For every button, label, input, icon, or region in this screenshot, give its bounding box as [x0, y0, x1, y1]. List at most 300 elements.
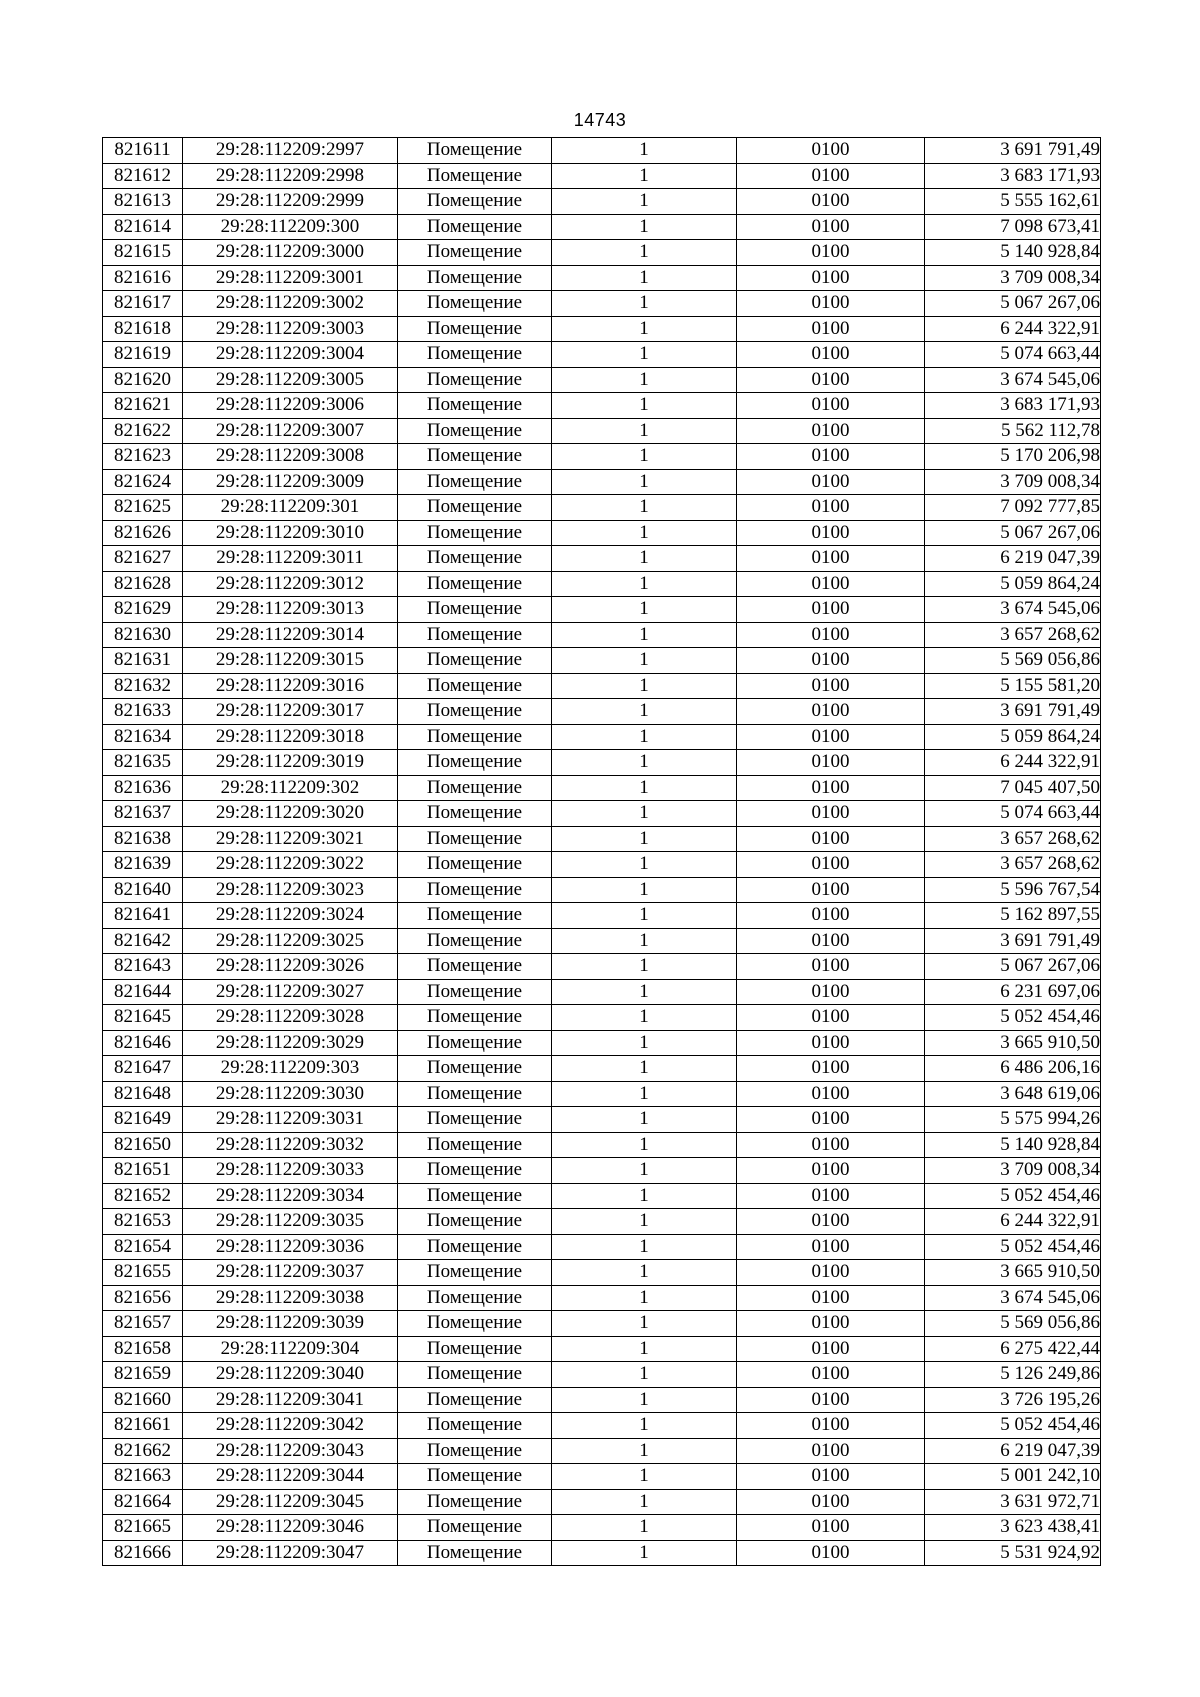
object-type-cell: Помещение — [398, 444, 552, 470]
row-number-cell: 821643 — [103, 954, 183, 980]
object-type-cell: Помещение — [398, 1056, 552, 1082]
object-type-cell: Помещение — [398, 1413, 552, 1439]
row-number-cell: 821630 — [103, 622, 183, 648]
table-row — [103, 342, 1101, 368]
quantity-cell: 1 — [552, 1005, 737, 1031]
cadastral-value-cell: 6 244 322,91 — [925, 1209, 1101, 1235]
cadastral-number-cell: 29:28:112209:3040 — [183, 1362, 398, 1388]
cadastral-number-cell: 29:28:112209:3035 — [183, 1209, 398, 1235]
row-number-cell: 821656 — [103, 1285, 183, 1311]
table-row — [103, 1183, 1101, 1209]
cadastral-value-cell: 3 674 545,06 — [925, 597, 1101, 623]
row-number-cell: 821663 — [103, 1464, 183, 1490]
code-cell: 0100 — [737, 1107, 925, 1133]
object-type-cell: Помещение — [398, 469, 552, 495]
cadastral-number-cell: 29:28:112209:3038 — [183, 1285, 398, 1311]
cadastral-number-cell: 29:28:112209:3047 — [183, 1540, 398, 1566]
row-number-cell: 821649 — [103, 1107, 183, 1133]
cadastral-number-cell: 29:28:112209:3009 — [183, 469, 398, 495]
cadastral-value-cell: 5 596 767,54 — [925, 877, 1101, 903]
cadastral-value-cell: 5 067 267,06 — [925, 954, 1101, 980]
code-cell: 0100 — [737, 1056, 925, 1082]
code-cell: 0100 — [737, 1234, 925, 1260]
code-cell: 0100 — [737, 1183, 925, 1209]
code-cell: 0100 — [737, 648, 925, 674]
object-type-cell: Помещение — [398, 1362, 552, 1388]
cadastral-number-cell: 29:28:112209:3045 — [183, 1489, 398, 1515]
row-number-cell: 821614 — [103, 214, 183, 240]
row-number-cell: 821615 — [103, 240, 183, 266]
cadastral-number-cell: 29:28:112209:3017 — [183, 699, 398, 725]
cadastral-value-cell: 5 569 056,86 — [925, 1311, 1101, 1337]
row-number-cell: 821654 — [103, 1234, 183, 1260]
table-row — [103, 1132, 1101, 1158]
object-type-cell: Помещение — [398, 1030, 552, 1056]
cadastral-value-cell: 3 674 545,06 — [925, 1285, 1101, 1311]
table-row — [103, 928, 1101, 954]
object-type-cell: Помещение — [398, 699, 552, 725]
row-number-cell: 821646 — [103, 1030, 183, 1056]
quantity-cell: 1 — [552, 1056, 737, 1082]
object-type-cell: Помещение — [398, 801, 552, 827]
object-type-cell: Помещение — [398, 1489, 552, 1515]
row-number-cell: 821635 — [103, 750, 183, 776]
object-type-cell: Помещение — [398, 1387, 552, 1413]
quantity-cell: 1 — [552, 240, 737, 266]
cadastral-value-cell: 5 074 663,44 — [925, 801, 1101, 827]
row-number-cell: 821640 — [103, 877, 183, 903]
cadastral-value-cell: 3 648 619,06 — [925, 1081, 1101, 1107]
table-row — [103, 826, 1101, 852]
cadastral-value-cell: 5 555 162,61 — [925, 189, 1101, 215]
quantity-cell: 1 — [552, 469, 737, 495]
quantity-cell: 1 — [552, 1515, 737, 1541]
cadastral-number-cell: 29:28:112209:3002 — [183, 291, 398, 317]
row-number-cell: 821633 — [103, 699, 183, 725]
object-type-cell: Помещение — [398, 1285, 552, 1311]
code-cell: 0100 — [737, 1005, 925, 1031]
table-row — [103, 495, 1101, 521]
cadastral-value-cell: 6 219 047,39 — [925, 1438, 1101, 1464]
cadastral-number-cell: 29:28:112209:3007 — [183, 418, 398, 444]
cadastral-number-cell: 29:28:112209:3000 — [183, 240, 398, 266]
quantity-cell: 1 — [552, 546, 737, 572]
cadastral-value-cell: 5 052 454,46 — [925, 1005, 1101, 1031]
row-number-cell: 821637 — [103, 801, 183, 827]
code-cell: 0100 — [737, 393, 925, 419]
row-number-cell: 821664 — [103, 1489, 183, 1515]
row-number-cell: 821650 — [103, 1132, 183, 1158]
row-number-cell: 821639 — [103, 852, 183, 878]
object-type-cell: Помещение — [398, 316, 552, 342]
quantity-cell: 1 — [552, 291, 737, 317]
quantity-cell: 1 — [552, 1132, 737, 1158]
object-type-cell: Помещение — [398, 214, 552, 240]
cadastral-value-cell: 3 657 268,62 — [925, 622, 1101, 648]
table-row — [103, 1362, 1101, 1388]
cadastral-value-cell: 7 098 673,41 — [925, 214, 1101, 240]
row-number-cell: 821653 — [103, 1209, 183, 1235]
row-number-cell: 821628 — [103, 571, 183, 597]
row-number-cell: 821627 — [103, 546, 183, 572]
code-cell: 0100 — [737, 1081, 925, 1107]
quantity-cell: 1 — [552, 1464, 737, 1490]
code-cell: 0100 — [737, 265, 925, 291]
quantity-cell: 1 — [552, 622, 737, 648]
row-number-cell: 821665 — [103, 1515, 183, 1541]
quantity-cell: 1 — [552, 1183, 737, 1209]
quantity-cell: 1 — [552, 571, 737, 597]
table-row — [103, 877, 1101, 903]
object-type-cell: Помещение — [398, 546, 552, 572]
cadastral-number-cell: 29:28:112209:301 — [183, 495, 398, 521]
code-cell: 0100 — [737, 1209, 925, 1235]
code-cell: 0100 — [737, 189, 925, 215]
row-number-cell: 821634 — [103, 724, 183, 750]
cadastral-number-cell: 29:28:112209:300 — [183, 214, 398, 240]
cadastral-value-cell: 5 575 994,26 — [925, 1107, 1101, 1133]
row-number-cell: 821659 — [103, 1362, 183, 1388]
table-row — [103, 1311, 1101, 1337]
code-cell: 0100 — [737, 418, 925, 444]
quantity-cell: 1 — [552, 826, 737, 852]
row-number-cell: 821631 — [103, 648, 183, 674]
row-number-cell: 821648 — [103, 1081, 183, 1107]
table-row — [103, 571, 1101, 597]
quantity-cell: 1 — [552, 418, 737, 444]
cadastral-number-cell: 29:28:112209:3028 — [183, 1005, 398, 1031]
code-cell: 0100 — [737, 520, 925, 546]
code-cell: 0100 — [737, 1336, 925, 1362]
row-number-cell: 821625 — [103, 495, 183, 521]
quantity-cell: 1 — [552, 163, 737, 189]
quantity-cell: 1 — [552, 1413, 737, 1439]
cadastral-value-cell: 3 683 171,93 — [925, 393, 1101, 419]
quantity-cell: 1 — [552, 1336, 737, 1362]
quantity-cell: 1 — [552, 1260, 737, 1286]
object-type-cell: Помещение — [398, 342, 552, 368]
cadastral-value-cell: 3 623 438,41 — [925, 1515, 1101, 1541]
cadastral-value-cell: 5 059 864,24 — [925, 571, 1101, 597]
row-number-cell: 821623 — [103, 444, 183, 470]
cadastral-number-cell: 29:28:112209:3022 — [183, 852, 398, 878]
cadastral-value-cell: 6 275 422,44 — [925, 1336, 1101, 1362]
cadastral-number-cell: 29:28:112209:3046 — [183, 1515, 398, 1541]
table-row — [103, 316, 1101, 342]
quantity-cell: 1 — [552, 597, 737, 623]
object-type-cell: Помещение — [398, 367, 552, 393]
cadastral-number-cell: 29:28:112209:3034 — [183, 1183, 398, 1209]
object-type-cell: Помещение — [398, 1515, 552, 1541]
code-cell: 0100 — [737, 444, 925, 470]
code-cell: 0100 — [737, 877, 925, 903]
cadastral-number-cell: 29:28:112209:2998 — [183, 163, 398, 189]
table-row — [103, 520, 1101, 546]
table-row — [103, 1387, 1101, 1413]
cadastral-value-cell: 5 052 454,46 — [925, 1234, 1101, 1260]
object-type-cell: Помещение — [398, 189, 552, 215]
row-number-cell: 821612 — [103, 163, 183, 189]
cadastral-value-cell: 5 052 454,46 — [925, 1413, 1101, 1439]
code-cell: 0100 — [737, 546, 925, 572]
code-cell: 0100 — [737, 495, 925, 521]
row-number-cell: 821644 — [103, 979, 183, 1005]
code-cell: 0100 — [737, 750, 925, 776]
cadastral-number-cell: 29:28:112209:3025 — [183, 928, 398, 954]
cadastral-number-cell: 29:28:112209:3018 — [183, 724, 398, 750]
code-cell: 0100 — [737, 214, 925, 240]
quantity-cell: 1 — [552, 1158, 737, 1184]
row-number-cell: 821632 — [103, 673, 183, 699]
row-number-cell: 821647 — [103, 1056, 183, 1082]
cadastral-number-cell: 29:28:112209:3029 — [183, 1030, 398, 1056]
row-number-cell: 821657 — [103, 1311, 183, 1337]
row-number-cell: 821624 — [103, 469, 183, 495]
object-type-cell: Помещение — [398, 571, 552, 597]
object-type-cell: Помещение — [398, 393, 552, 419]
code-cell: 0100 — [737, 852, 925, 878]
code-cell: 0100 — [737, 903, 925, 929]
table-row — [103, 240, 1101, 266]
code-cell: 0100 — [737, 1132, 925, 1158]
code-cell: 0100 — [737, 622, 925, 648]
row-number-cell: 821620 — [103, 367, 183, 393]
table-row — [103, 903, 1101, 929]
quantity-cell: 1 — [552, 1540, 737, 1566]
code-cell: 0100 — [737, 1311, 925, 1337]
quantity-cell: 1 — [552, 520, 737, 546]
cadastral-number-cell: 29:28:112209:3032 — [183, 1132, 398, 1158]
object-type-cell: Помещение — [398, 826, 552, 852]
cadastral-number-cell: 29:28:112209:3039 — [183, 1311, 398, 1337]
cadastral-value-cell: 3 674 545,06 — [925, 367, 1101, 393]
cadastral-number-cell: 29:28:112209:3004 — [183, 342, 398, 368]
row-number-cell: 821641 — [103, 903, 183, 929]
quantity-cell: 1 — [552, 903, 737, 929]
object-type-cell: Помещение — [398, 418, 552, 444]
cadastral-value-cell: 6 486 206,16 — [925, 1056, 1101, 1082]
row-number-cell: 821629 — [103, 597, 183, 623]
row-number-cell: 821652 — [103, 1183, 183, 1209]
cadastral-value-cell: 6 231 697,06 — [925, 979, 1101, 1005]
cadastral-number-cell: 29:28:112209:3020 — [183, 801, 398, 827]
table-row — [103, 1336, 1101, 1362]
cadastral-number-cell: 29:28:112209:3010 — [183, 520, 398, 546]
cadastral-number-cell: 29:28:112209:3008 — [183, 444, 398, 470]
table-row — [103, 1081, 1101, 1107]
quantity-cell: 1 — [552, 877, 737, 903]
cadastral-value-cell: 5 059 864,24 — [925, 724, 1101, 750]
object-type-cell: Помещение — [398, 1183, 552, 1209]
quantity-cell: 1 — [552, 1234, 737, 1260]
table-row — [103, 1515, 1101, 1541]
quantity-cell: 1 — [552, 367, 737, 393]
cadastral-number-cell: 29:28:112209:3031 — [183, 1107, 398, 1133]
object-type-cell: Помещение — [398, 163, 552, 189]
table-row — [103, 265, 1101, 291]
object-type-cell: Помещение — [398, 265, 552, 291]
object-type-cell: Помещение — [398, 1132, 552, 1158]
registry-table-body — [103, 138, 1101, 1566]
code-cell: 0100 — [737, 801, 925, 827]
table-row — [103, 469, 1101, 495]
cadastral-value-cell: 3 657 268,62 — [925, 852, 1101, 878]
row-number-cell: 821626 — [103, 520, 183, 546]
code-cell: 0100 — [737, 1438, 925, 1464]
cadastral-value-cell: 5 569 056,86 — [925, 648, 1101, 674]
cadastral-value-cell: 5 170 206,98 — [925, 444, 1101, 470]
cadastral-value-cell: 3 709 008,34 — [925, 1158, 1101, 1184]
cadastral-value-cell: 3 709 008,34 — [925, 265, 1101, 291]
quantity-cell: 1 — [552, 1387, 737, 1413]
quantity-cell: 1 — [552, 699, 737, 725]
cadastral-value-cell: 5 562 112,78 — [925, 418, 1101, 444]
quantity-cell: 1 — [552, 979, 737, 1005]
quantity-cell: 1 — [552, 1285, 737, 1311]
cadastral-number-cell: 29:28:112209:3001 — [183, 265, 398, 291]
code-cell: 0100 — [737, 699, 925, 725]
object-type-cell: Помещение — [398, 928, 552, 954]
cadastral-value-cell: 3 709 008,34 — [925, 469, 1101, 495]
object-type-cell: Помещение — [398, 903, 552, 929]
table-row — [103, 393, 1101, 419]
quantity-cell: 1 — [552, 1209, 737, 1235]
row-number-cell: 821618 — [103, 316, 183, 342]
page-number: 14743 — [573, 110, 627, 130]
code-cell: 0100 — [737, 367, 925, 393]
table-row — [103, 1107, 1101, 1133]
code-cell: 0100 — [737, 1540, 925, 1566]
row-number-cell: 821642 — [103, 928, 183, 954]
code-cell: 0100 — [737, 1464, 925, 1490]
table-row — [103, 418, 1101, 444]
object-type-cell: Помещение — [398, 597, 552, 623]
table-row — [103, 138, 1101, 164]
table-row — [103, 979, 1101, 1005]
code-cell: 0100 — [737, 291, 925, 317]
object-type-cell: Помещение — [398, 877, 552, 903]
cadastral-value-cell: 5 140 928,84 — [925, 1132, 1101, 1158]
code-cell: 0100 — [737, 1413, 925, 1439]
object-type-cell: Помещение — [398, 750, 552, 776]
table-row — [103, 1489, 1101, 1515]
quantity-cell: 1 — [552, 342, 737, 368]
object-type-cell: Помещение — [398, 495, 552, 521]
quantity-cell: 1 — [552, 1438, 737, 1464]
cadastral-value-cell: 3 691 791,49 — [925, 928, 1101, 954]
code-cell: 0100 — [737, 1285, 925, 1311]
table-row — [103, 1464, 1101, 1490]
cadastral-number-cell: 29:28:112209:3013 — [183, 597, 398, 623]
object-type-cell: Помещение — [398, 138, 552, 164]
table-row — [103, 1540, 1101, 1566]
table-row — [103, 597, 1101, 623]
row-number-cell: 821636 — [103, 775, 183, 801]
object-type-cell: Помещение — [398, 724, 552, 750]
code-cell: 0100 — [737, 138, 925, 164]
object-type-cell: Помещение — [398, 1540, 552, 1566]
table-row — [103, 648, 1101, 674]
code-cell: 0100 — [737, 826, 925, 852]
row-number-cell: 821658 — [103, 1336, 183, 1362]
object-type-cell: Помещение — [398, 954, 552, 980]
object-type-cell: Помещение — [398, 1081, 552, 1107]
quantity-cell: 1 — [552, 954, 737, 980]
quantity-cell: 1 — [552, 1107, 737, 1133]
object-type-cell: Помещение — [398, 1336, 552, 1362]
cadastral-number-cell: 29:28:112209:3019 — [183, 750, 398, 776]
code-cell: 0100 — [737, 1515, 925, 1541]
table-row — [103, 214, 1101, 240]
quantity-cell: 1 — [552, 1489, 737, 1515]
cadastral-value-cell: 3 665 910,50 — [925, 1260, 1101, 1286]
table-row — [103, 954, 1101, 980]
code-cell: 0100 — [737, 979, 925, 1005]
cadastral-value-cell: 6 244 322,91 — [925, 316, 1101, 342]
quantity-cell: 1 — [552, 393, 737, 419]
code-cell: 0100 — [737, 1030, 925, 1056]
code-cell: 0100 — [737, 597, 925, 623]
cadastral-number-cell: 29:28:112209:3006 — [183, 393, 398, 419]
cadastral-value-cell: 7 092 777,85 — [925, 495, 1101, 521]
cadastral-number-cell: 29:28:112209:3012 — [183, 571, 398, 597]
code-cell: 0100 — [737, 1362, 925, 1388]
cadastral-number-cell: 29:28:112209:3015 — [183, 648, 398, 674]
registry-table — [102, 137, 1101, 1566]
table-row — [103, 724, 1101, 750]
cadastral-number-cell: 29:28:112209:3044 — [183, 1464, 398, 1490]
cadastral-number-cell: 29:28:112209:3005 — [183, 367, 398, 393]
cadastral-value-cell: 5 162 897,55 — [925, 903, 1101, 929]
object-type-cell: Помещение — [398, 673, 552, 699]
cadastral-number-cell: 29:28:112209:2999 — [183, 189, 398, 215]
quantity-cell: 1 — [552, 724, 737, 750]
quantity-cell: 1 — [552, 1362, 737, 1388]
quantity-cell: 1 — [552, 928, 737, 954]
table-row — [103, 1158, 1101, 1184]
row-number-cell: 821662 — [103, 1438, 183, 1464]
quantity-cell: 1 — [552, 189, 737, 215]
object-type-cell: Помещение — [398, 1260, 552, 1286]
table-row — [103, 750, 1101, 776]
object-type-cell: Помещение — [398, 852, 552, 878]
object-type-cell: Помещение — [398, 648, 552, 674]
cadastral-value-cell: 5 001 242,10 — [925, 1464, 1101, 1490]
cadastral-value-cell: 7 045 407,50 — [925, 775, 1101, 801]
quantity-cell: 1 — [552, 444, 737, 470]
row-number-cell: 821619 — [103, 342, 183, 368]
cadastral-value-cell: 5 155 581,20 — [925, 673, 1101, 699]
cadastral-value-cell: 3 691 791,49 — [925, 138, 1101, 164]
object-type-cell: Помещение — [398, 1311, 552, 1337]
cadastral-number-cell: 29:28:112209:3011 — [183, 546, 398, 572]
object-type-cell: Помещение — [398, 291, 552, 317]
code-cell: 0100 — [737, 954, 925, 980]
quantity-cell: 1 — [552, 750, 737, 776]
cadastral-number-cell: 29:28:112209:3036 — [183, 1234, 398, 1260]
table-row — [103, 444, 1101, 470]
table-row — [103, 1030, 1101, 1056]
quantity-cell: 1 — [552, 673, 737, 699]
cadastral-number-cell: 29:28:112209:3030 — [183, 1081, 398, 1107]
table-row — [103, 1285, 1101, 1311]
quantity-cell: 1 — [552, 852, 737, 878]
cadastral-number-cell: 29:28:112209:3016 — [183, 673, 398, 699]
table-row — [103, 673, 1101, 699]
cadastral-number-cell: 29:28:112209:3043 — [183, 1438, 398, 1464]
cadastral-value-cell: 3 657 268,62 — [925, 826, 1101, 852]
row-number-cell: 821611 — [103, 138, 183, 164]
